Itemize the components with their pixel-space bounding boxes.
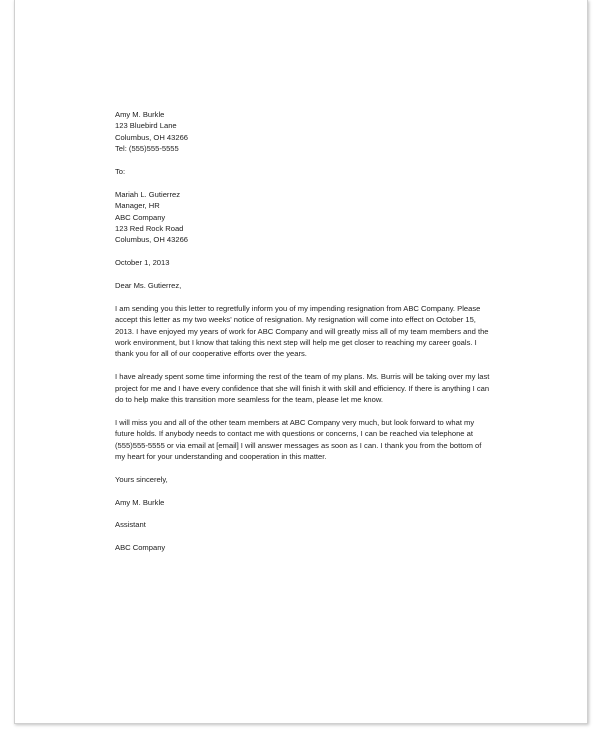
- recipient-title: Manager, HR: [115, 201, 160, 211]
- recipient-street: 123 Red Rock Road: [115, 224, 184, 234]
- to-label: To:: [115, 167, 126, 177]
- closing: Yours sincerely,: [115, 474, 168, 484]
- sender-street: 123 Bluebird Lane: [115, 121, 177, 131]
- paragraph-line: I am sending you this letter to regretfully inform you of my impending resignation from ABC Company. Please: [115, 303, 481, 313]
- signature-company: ABC Company: [115, 543, 166, 553]
- paragraph-1: [115, 303, 515, 360]
- recipient-city: Columbus, OH 43266: [115, 235, 189, 245]
- sender-address-block: [115, 109, 515, 155]
- sender-city: Columbus, OH 43266: [115, 132, 189, 142]
- paragraph-line: accept this letter as my two weeks' notice of resignation. My resignation will come into effect on October 15,: [115, 315, 476, 325]
- signature-name: Amy M. Burkle: [115, 497, 165, 507]
- recipient-address-block: [115, 189, 515, 246]
- paragraph-2: [115, 371, 515, 405]
- sender-phone: Tel: (555)555-5555: [115, 144, 179, 154]
- paragraph-line: work environment, but I know that taking this next step will help me get closer to reaching my career goals. I: [115, 338, 477, 348]
- paragraph-line: (555)555-5555 or via email at [email] I will answer messages as soon as I can. I thank you from the bottom of: [115, 440, 482, 450]
- recipient-company: ABC Company: [115, 212, 166, 222]
- paragraph-line: project for me and I have every confidence that she will finish it with skill and efficiency. If there is anything I can: [115, 383, 490, 393]
- signature-title: Assistant: [115, 520, 146, 530]
- recipient-name: Mariah L. Gutierrez: [115, 189, 180, 199]
- paragraph-line: do to help make this transition more seamless for the team, please let me know.: [115, 395, 384, 405]
- letter-date: October 1, 2013: [115, 258, 170, 268]
- paragraph-line: thank you for all of our cooperative efforts over the years.: [115, 349, 307, 359]
- sender-name: Amy M. Burkle: [115, 110, 165, 119]
- paragraph-line: 2013. I have enjoyed my years of work for ABC Company and will greatly miss all of my team members and the: [115, 326, 489, 336]
- paragraph-line: I will miss you and all of the other team members at ABC Company very much, but look forward to what my: [115, 417, 475, 427]
- letter-body: [115, 109, 515, 554]
- salutation: Dear Ms. Gutierrez,: [115, 281, 182, 291]
- paragraph-line: my heart for your understanding and cooperation in this matter.: [115, 452, 327, 462]
- paragraph-3: [115, 417, 515, 463]
- paragraph-line: I have already spent some time informing the rest of the team of my plans. Ms. Burris will be taking over my last: [115, 372, 490, 382]
- paragraph-line: future holds. If anybody needs to contact me with questions or concerns, I can be reached via telephone at: [115, 429, 473, 439]
- document-page: [14, 0, 588, 724]
